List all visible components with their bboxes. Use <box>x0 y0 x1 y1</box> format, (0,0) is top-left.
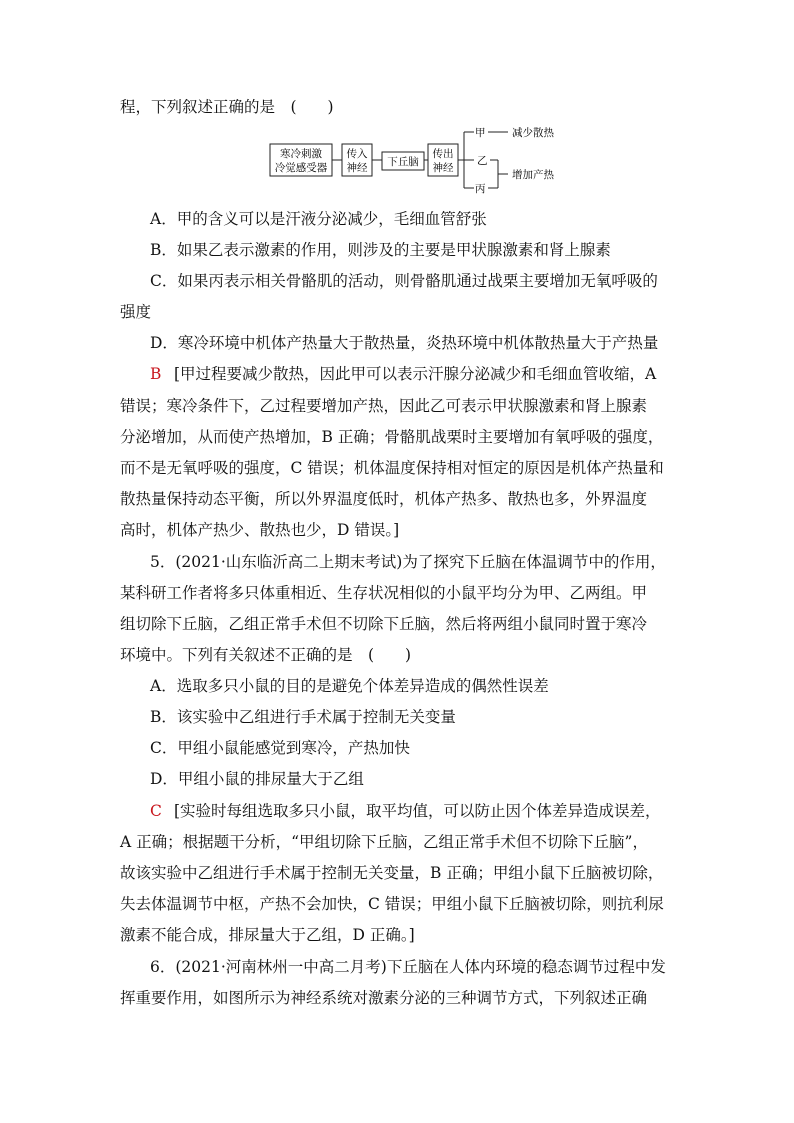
label-bing: 丙 <box>475 183 486 195</box>
q4-explanation-1: [甲过程要减少散热，因此甲可以表示汗腺分泌减少和毛细血管收缩，A <box>174 365 657 383</box>
thermoregulation-diagram <box>270 124 600 198</box>
q4-answer: B <box>150 365 162 383</box>
q5-explanation-3: 故该实验中乙组进行手术属于控制无关变量，B 正确；甲组小鼠下丘脑被切除， <box>120 864 664 882</box>
q5-stem-2: 某科研工作者将多只体重相近、生存状况相似的小鼠平均分为甲、乙两组。甲 <box>120 584 648 602</box>
box4-line1: 传出 <box>432 148 454 160</box>
output-reduce-heat-loss: 减少散热 <box>512 127 554 139</box>
box2-line2: 神经 <box>346 162 368 174</box>
q4-explanation-3: 分泌增加，从而使产热增加，B 正确；骨骼肌战栗时主要增加有氧呼吸的强度， <box>120 428 664 446</box>
q5-stem-1: 5．(2021·山东临沂高二上期末考试)为了探究下丘脑在体温调节中的作用， <box>150 553 666 571</box>
label-yi: 乙 <box>477 155 488 167</box>
q5-option-d: D．甲组小鼠的排尿量大于乙组 <box>150 770 364 788</box>
q5-answer: C <box>150 802 162 820</box>
q4-option-d: D．寒冷环境中机体产热量大于散热量，炎热环境中机体散热量大于产热量 <box>150 334 659 352</box>
box1-line1: 寒冷刺激 <box>280 148 322 160</box>
q5-explanation-5: 激素不能合成，排尿量大于乙组，D 正确。] <box>120 926 415 944</box>
q4-option-a: A．甲的含义可以是汗液分泌减少，毛细血管舒张 <box>150 210 487 228</box>
box1-line2: 冷觉感受器 <box>274 162 328 174</box>
q4-explanation-2: 错误；寒冷条件下，乙过程要增加产热，因此乙可表示甲状腺激素和肾上腺素 <box>120 397 648 415</box>
label-jia: 甲 <box>475 127 486 139</box>
q4-stem-tail: 程，下列叙述正确的是 ( ) <box>120 98 334 116</box>
q5-option-c: C．甲组小鼠能感觉到寒冷，产热加快 <box>150 739 410 757</box>
q5-stem-4: 环境中。下列有关叙述不正确的是 ( ) <box>120 646 412 664</box>
q6-stem-2: 挥重要作用，如图所示为神经系统对激素分泌的三种调节方式，下列叙述正确 <box>120 989 648 1007</box>
box3-text: 下丘脑 <box>387 156 419 168</box>
q6-stem-1: 6．(2021·河南林州一中高二月考)下丘脑在人体内环境的稳态调节过程中发 <box>150 958 666 976</box>
q4-explanation-4: 而不是无氧呼吸的强度，C 错误；机体温度保持相对恒定的原因是机体产热量和 <box>120 459 664 477</box>
q4-option-b: B．如果乙表示激素的作用，则涉及的主要是甲状腺激素和肾上腺素 <box>150 241 611 259</box>
q4-explanation-6: 高时，机体产热少、散热也少，D 错误。] <box>120 521 400 539</box>
output-increase-heat: 增加产热 <box>512 169 554 181</box>
q5-explanation-2: A 正确；根据题干分析，“甲组切除下丘脑，乙组正常手术但不切除下丘脑”， <box>120 833 648 851</box>
q4-option-c-line1: C．如果丙表示相关骨骼肌的活动，则骨骼肌通过战栗主要增加无氧呼吸的 <box>150 272 658 290</box>
q5-option-a: A．选取多只小鼠的目的是避免个体差异造成的偶然性误差 <box>150 677 549 695</box>
box4-line2: 神经 <box>432 162 454 174</box>
q4-option-c-line2: 强度 <box>120 303 152 321</box>
q5-explanation-4: 失去体温调节中枢，产热不会加快，C 错误；甲组小鼠下丘脑被切除，则抗利尿 <box>120 895 664 913</box>
diagram-svg <box>270 124 600 198</box>
q5-option-b: B．该实验中乙组进行手术属于控制无关变量 <box>150 708 456 726</box>
q4-explanation-5: 散热量保持动态平衡，所以外界温度低时，机体产热多、散热也多，外界温度 <box>120 490 648 508</box>
q5-stem-3: 组切除下丘脑，乙组正常手术但不切除下丘脑，然后将两组小鼠同时置于寒冷 <box>120 615 648 633</box>
box2-line1: 传入 <box>346 148 368 160</box>
q5-explanation-1: [实验时每组选取多只小鼠，取平均值，可以防止因个体差异造成误差， <box>174 802 661 820</box>
